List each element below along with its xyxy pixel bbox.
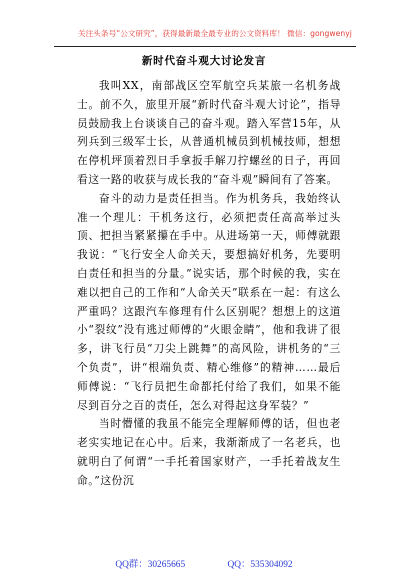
page-footer [0,556,408,570]
footer-qq-number: QQ：535304092 [227,560,293,570]
paragraph: 当时懵懂的我虽不能完全理解师傅的话，但也老老实实地记在心中。后来，我渐渐成了一名老兵，也就明白了何谓“一手托着国家财产，一手托着战友生命。”这份沉 [77,417,341,487]
page-header [0,10,408,40]
header-banner: 关注头条号“公文研究”，获得最新最全最专业的公文资料库！ 微信：gongwenyj [78,29,352,38]
paragraph: 我叫XX，南部战区空军航空兵某旅一名机务战士。前不久，旅里开展“新时代奋斗观大讨论”，指导员鼓励我上台谈谈自己的奋斗观。踏入军营15年，从列兵到三级军士长，从普通机械员到机械技师，想想在停机坪顶着烈日手拿扳手解刀拧螺丝的日子，再回看这一路的收获与成长我的“奋斗观”瞬间有了答案。 [77,79,341,186]
header-divider [54,46,356,47]
document-body [77,77,341,491]
document-title: 新时代奋斗观大讨论发言 [141,55,267,67]
footer-qq-group: QQ群：30265665 [115,560,186,570]
paragraph: 奋斗的动力是责任担当。作为机务兵，我始终认准一个理儿：干机务这行，必须把责任高高举过头顶、把担当紧紧攥在手中。从进场第一天，师傅就跟我说：“飞行安全人命关天，要想搞好机务，先要明白责任和担当的分量。”说实话，那个时候的我，实在难以把自己的工作和“人命关天”联系在一起：有这么严重吗？这跟汽车修理有什么区别呢？想想上的这道小“裂纹”没有逃过师傅的“火眼金睛”，他和我讲了很多，讲飞行员“刀尖上跳舞”的高风险，讲机务的“三个负责”，讲“根端负责、精心维修”的精神……最后师傅说：“飞行员把生命都托付给了我们，如果不能尽到百分之百的责任，怎么对得起这身军装？” [77,191,341,412]
